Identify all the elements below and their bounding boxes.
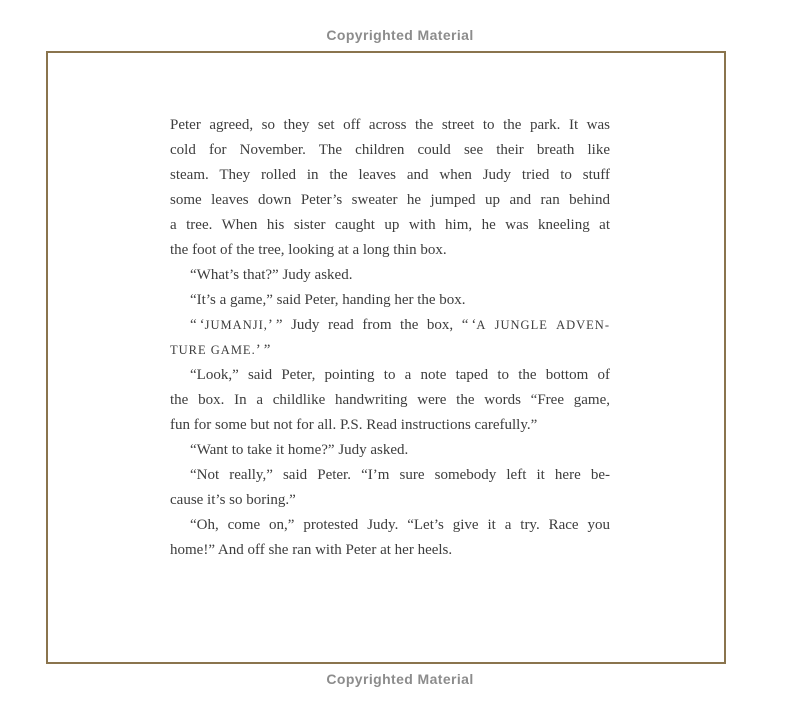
book-page-text bbox=[170, 113, 610, 563]
text-line bbox=[170, 113, 610, 138]
text-line bbox=[170, 363, 610, 388]
text-line bbox=[170, 288, 610, 313]
body-text: some leaves down Peter’s sweater he jumped up and ran behind bbox=[170, 192, 610, 208]
paragraph bbox=[170, 113, 610, 263]
small-caps-text: TURE GAME. bbox=[170, 343, 256, 357]
body-text: the box. In a childlike handwriting were the words “Free game, bbox=[170, 392, 610, 408]
text-line bbox=[170, 263, 610, 288]
text-line bbox=[170, 188, 610, 213]
paragraph bbox=[170, 363, 610, 438]
body-text: ’ ” bbox=[255, 342, 271, 358]
text-line bbox=[170, 463, 610, 488]
paragraph bbox=[170, 513, 610, 563]
body-text: “Want to take it home?” Judy asked. bbox=[190, 442, 409, 458]
paragraph bbox=[170, 438, 610, 463]
text-line bbox=[170, 213, 610, 238]
text-line bbox=[170, 138, 610, 163]
text-line bbox=[170, 438, 610, 463]
body-text: ’ ” Judy read from the box, “ ‘ bbox=[267, 317, 477, 333]
body-text: “Look,” said Peter, pointing to a note taped to the bottom of bbox=[190, 367, 610, 383]
text-line bbox=[170, 388, 610, 413]
text-line bbox=[170, 488, 610, 513]
paragraph bbox=[170, 263, 610, 288]
text-line bbox=[170, 163, 610, 188]
text-line bbox=[170, 238, 610, 263]
text-line bbox=[170, 338, 610, 363]
body-text: steam. They rolled in the leaves and when Judy tried to stuff bbox=[170, 167, 610, 183]
body-text: cold for November. The children could see their breath like bbox=[170, 142, 610, 158]
body-text: a tree. When his sister caught up with him, he was kneeling at bbox=[170, 217, 610, 233]
paragraph bbox=[170, 288, 610, 313]
body-text: cause it’s so boring.” bbox=[170, 492, 296, 508]
paragraph bbox=[170, 463, 610, 513]
paragraph bbox=[170, 313, 610, 363]
text-line bbox=[170, 413, 610, 438]
copyright-banner-top: Copyrighted Material bbox=[326, 27, 474, 43]
small-caps-text: JUMANJI, bbox=[204, 318, 268, 332]
body-text: “Not really,” said Peter. “I’m sure somebody left it here be- bbox=[190, 467, 610, 483]
body-text: “What’s that?” Judy asked. bbox=[190, 267, 353, 283]
body-text: home!” And off she ran with Peter at her heels. bbox=[170, 542, 453, 558]
body-text: “ ‘ bbox=[190, 317, 205, 333]
text-line bbox=[170, 313, 610, 338]
small-caps-text: A JUNGLE ADVEN- bbox=[476, 318, 610, 332]
body-text: fun for some but not for all. P.S. Read instructions carefully.” bbox=[170, 417, 538, 433]
body-text: “Oh, come on,” protested Judy. “Let’s give it a try. Race you bbox=[190, 517, 610, 533]
text-line bbox=[170, 513, 610, 538]
body-text: Peter agreed, so they set off across the street to the park. It was bbox=[170, 117, 610, 133]
text-line bbox=[170, 538, 610, 563]
body-text: “It’s a game,” said Peter, handing her the box. bbox=[190, 292, 466, 308]
body-text: the foot of the tree, looking at a long thin box. bbox=[170, 242, 447, 258]
copyright-banner-bottom: Copyrighted Material bbox=[326, 671, 474, 687]
